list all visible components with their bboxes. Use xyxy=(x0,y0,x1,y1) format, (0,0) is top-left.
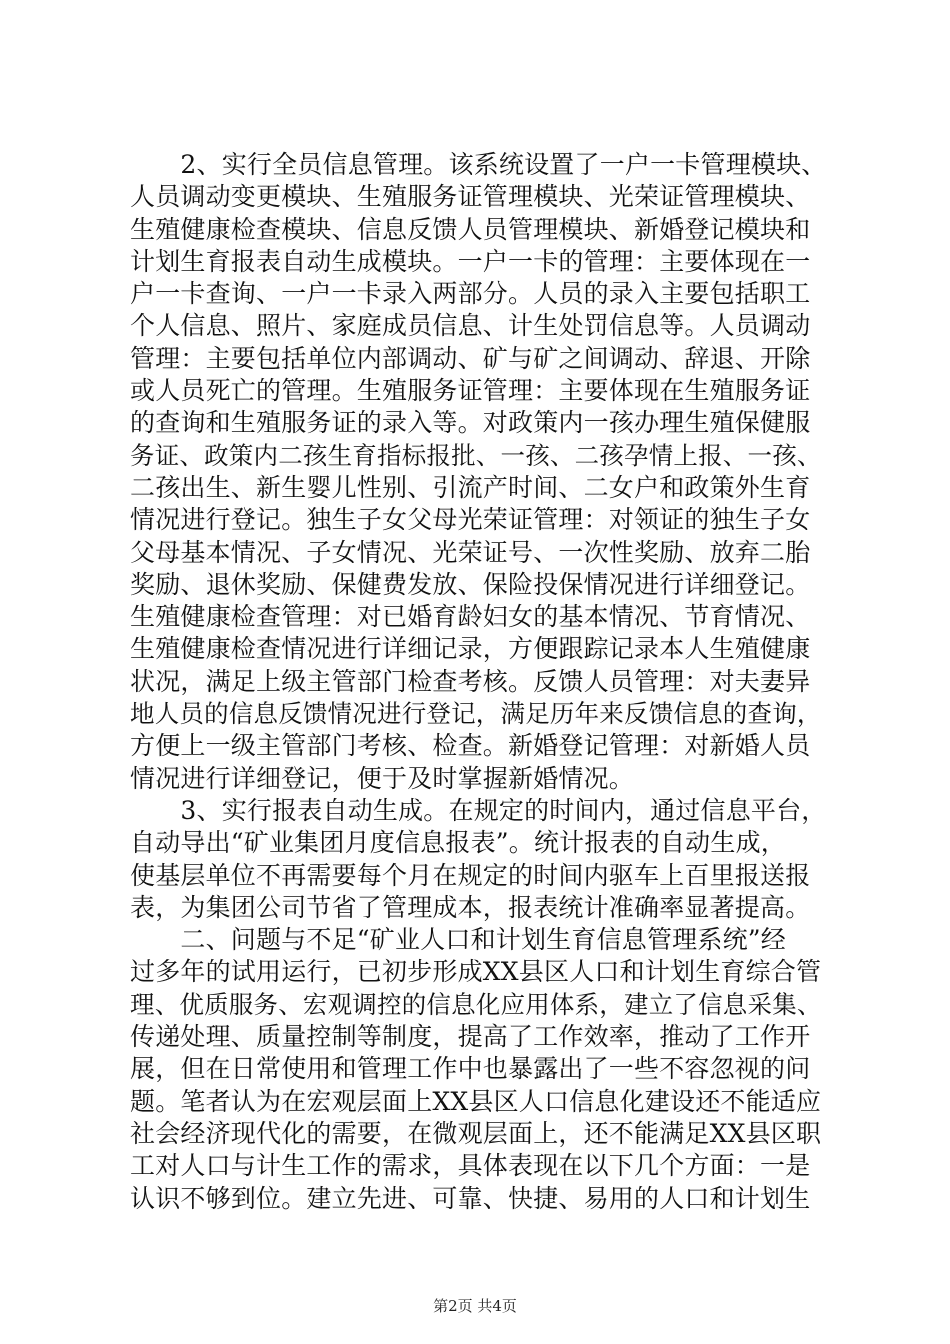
text-line: 社会经济现代化的需要，在微观层面上，还不能满足XX县区职 xyxy=(130,1118,822,1148)
text-line: 使基层单位不再需要每个月在规定的时间内驱车上百里报送报 xyxy=(130,860,811,890)
text-line: 表，为集团公司节省了管理成本，报表统计准确率显著提高。 xyxy=(130,892,811,922)
text-line: 3、实行报表自动生成。在规定的时间内，通过信息平台， xyxy=(130,795,827,825)
text-line: 二孩出生、新生婴儿性别、引流产时间、二女户和政策外生育 xyxy=(130,472,811,502)
text-line: 务证、政策内二孩生育指标报批、一孩、二孩孕情上报、一孩、 xyxy=(130,440,822,470)
text-line: 父母基本情况、子女情况、光荣证号、一次性奖励、放弃二胎 xyxy=(130,537,811,567)
text-line: 理、优质服务、宏观调控的信息化应用体系，建立了信息采集、 xyxy=(130,989,822,1019)
text-line: 地人员的信息反馈情况进行登记，满足历年来反馈信息的查询， xyxy=(130,699,822,729)
text-line: 生殖健康检查情况进行详细记录，方便跟踪记录本人生殖健康 xyxy=(130,634,811,664)
text-line: 自动导出“矿业集团月度信息报表”。统计报表的自动生成， xyxy=(130,828,786,858)
text-line: 人员调动变更模块、生殖服务证管理模块、光荣证管理模块、 xyxy=(130,182,811,212)
text-line: 管理：主要包括单位内部调动、矿与矿之间调动、辞退、开除 xyxy=(130,343,811,373)
text-line: 个人信息、照片、家庭成员信息、计生处罚信息等。人员调动 xyxy=(130,311,811,341)
text-line: 题。笔者认为在宏观层面上XX县区人口信息化建设还不能适应 xyxy=(130,1086,822,1116)
text-line: 过多年的试用运行，已初步形成XX县区人口和计划生育综合管 xyxy=(130,957,822,987)
text-line: 状况，满足上级主管部门检查考核。反馈人员管理：对夫妻异 xyxy=(130,666,811,696)
text-line: 生殖健康检查模块、信息反馈人员管理模块、新婚登记模块和 xyxy=(130,214,811,244)
text-line: 传递处理、质量控制等制度，提高了工作效率，推动了工作开 xyxy=(130,1022,811,1052)
text-line: 生殖健康检查管理：对已婚育龄妇女的基本情况、节育情况、 xyxy=(130,602,811,632)
body-text xyxy=(130,149,830,1215)
page-footer: 第2页 共4页 xyxy=(433,1297,517,1315)
text-line: 或人员死亡的管理。生殖服务证管理：主要体现在生殖服务证 xyxy=(130,376,811,406)
text-line: 认识不够到位。建立先进、可靠、快捷、易用的人口和计划生 xyxy=(130,1183,811,1213)
text-line: 计划生育报表自动生成模块。一户一卡的管理：主要体现在一 xyxy=(130,246,811,276)
text-line: 奖励、退休奖励、保健费发放、保险投保情况进行详细登记。 xyxy=(130,569,811,599)
text-line: 户一卡查询、一户一卡录入两部分。人员的录入主要包括职工 xyxy=(130,279,811,309)
text-line: 工对人口与计生工作的需求，具体表现在以下几个方面：一是 xyxy=(130,1151,811,1181)
text-line: 情况进行详细登记，便于及时掌握新婚情况。 xyxy=(130,763,635,793)
text-line: 展，但在日常使用和管理工作中也暴露出了一些不容忽视的问 xyxy=(130,1054,811,1084)
text-line: 方便上一级主管部门考核、检查。新婚登记管理：对新婚人员 xyxy=(130,731,811,761)
text-line: 二、问题与不足“矿业人口和计划生育信息管理系统”经 xyxy=(130,925,786,955)
text-line: 的查询和生殖服务证的录入等。对政策内一孩办理生殖保健服 xyxy=(130,408,811,438)
text-line: 情况进行登记。独生子女父母光荣证管理：对领证的独生子女 xyxy=(130,505,811,535)
text-line: 2、实行全员信息管理。该系统设置了一户一卡管理模块、 xyxy=(130,150,827,179)
